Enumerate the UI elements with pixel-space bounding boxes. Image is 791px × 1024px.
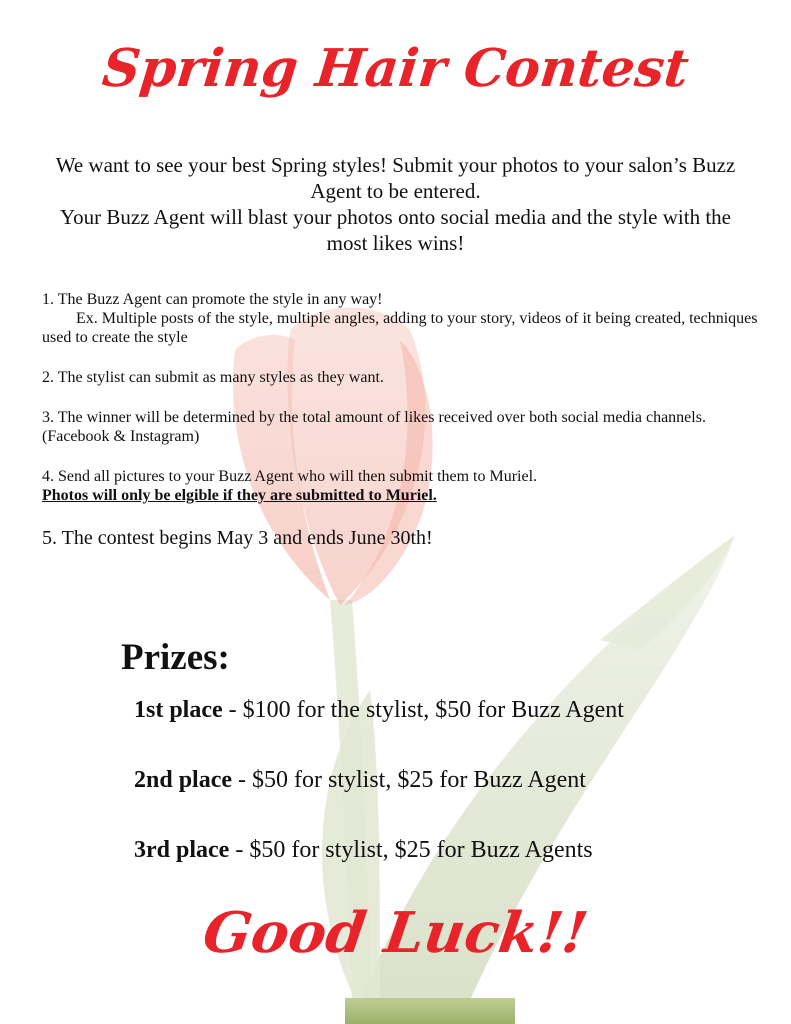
prizes-heading: Prizes:: [121, 637, 230, 678]
good-luck-closing: Good Luck!!: [199, 900, 592, 966]
rule-5-text: 5. The contest begins May 3 and ends June 30th!: [42, 527, 433, 549]
rule-1: [42, 290, 762, 347]
prize-place-label: 2nd place: [134, 767, 233, 793]
rule-2-text: 2. The stylist can submit as many styles as they want.: [42, 369, 384, 386]
intro-text: [40, 152, 751, 256]
prize-first: [134, 697, 624, 767]
prizes-list: [134, 697, 624, 907]
prize-place-label: 3rd place: [134, 837, 230, 863]
rule-4: [42, 467, 762, 505]
rule-3: [42, 408, 762, 446]
prize-second: [134, 767, 624, 837]
rules-list: [42, 290, 762, 571]
intro-line-2: Your Buzz Agent will blast your photos onto social media and the style with the most likes wins!: [60, 205, 731, 255]
contest-title: Spring Hair Contest: [99, 38, 692, 99]
prize-place-label: 1st place: [134, 697, 223, 723]
rule-2: [42, 368, 762, 387]
rule-4-eligibility-note: Photos will only be elgible if they are submitted to Muriel.: [42, 487, 437, 504]
prize-third: [134, 837, 624, 907]
prize-description: - $50 for stylist, $25 for Buzz Agent: [232, 767, 586, 793]
intro-line-1: We want to see your best Spring styles! Submit your photos to your salon’s Buzz Agent to be entered.: [55, 153, 736, 203]
prize-description: - $50 for stylist, $25 for Buzz Agents: [229, 837, 593, 863]
rule-3-text: 3. The winner will be determined by the total amount of likes received over both social media channels. (Facebook & Instagram): [42, 409, 706, 445]
rule-4-text: 4. Send all pictures to your Buzz Agent who will then submit them to Muriel.: [42, 468, 538, 485]
prize-description: - $100 for the stylist, $50 for Buzz Agent: [222, 697, 624, 723]
rule-1-main: 1. The Buzz Agent can promote the style in any way!: [42, 291, 383, 308]
rule-1-example: Ex. Multiple posts of the style, multiple angles, adding to your story, videos of it being created, techniques used to create the style: [42, 310, 758, 346]
rule-5: [42, 526, 762, 550]
